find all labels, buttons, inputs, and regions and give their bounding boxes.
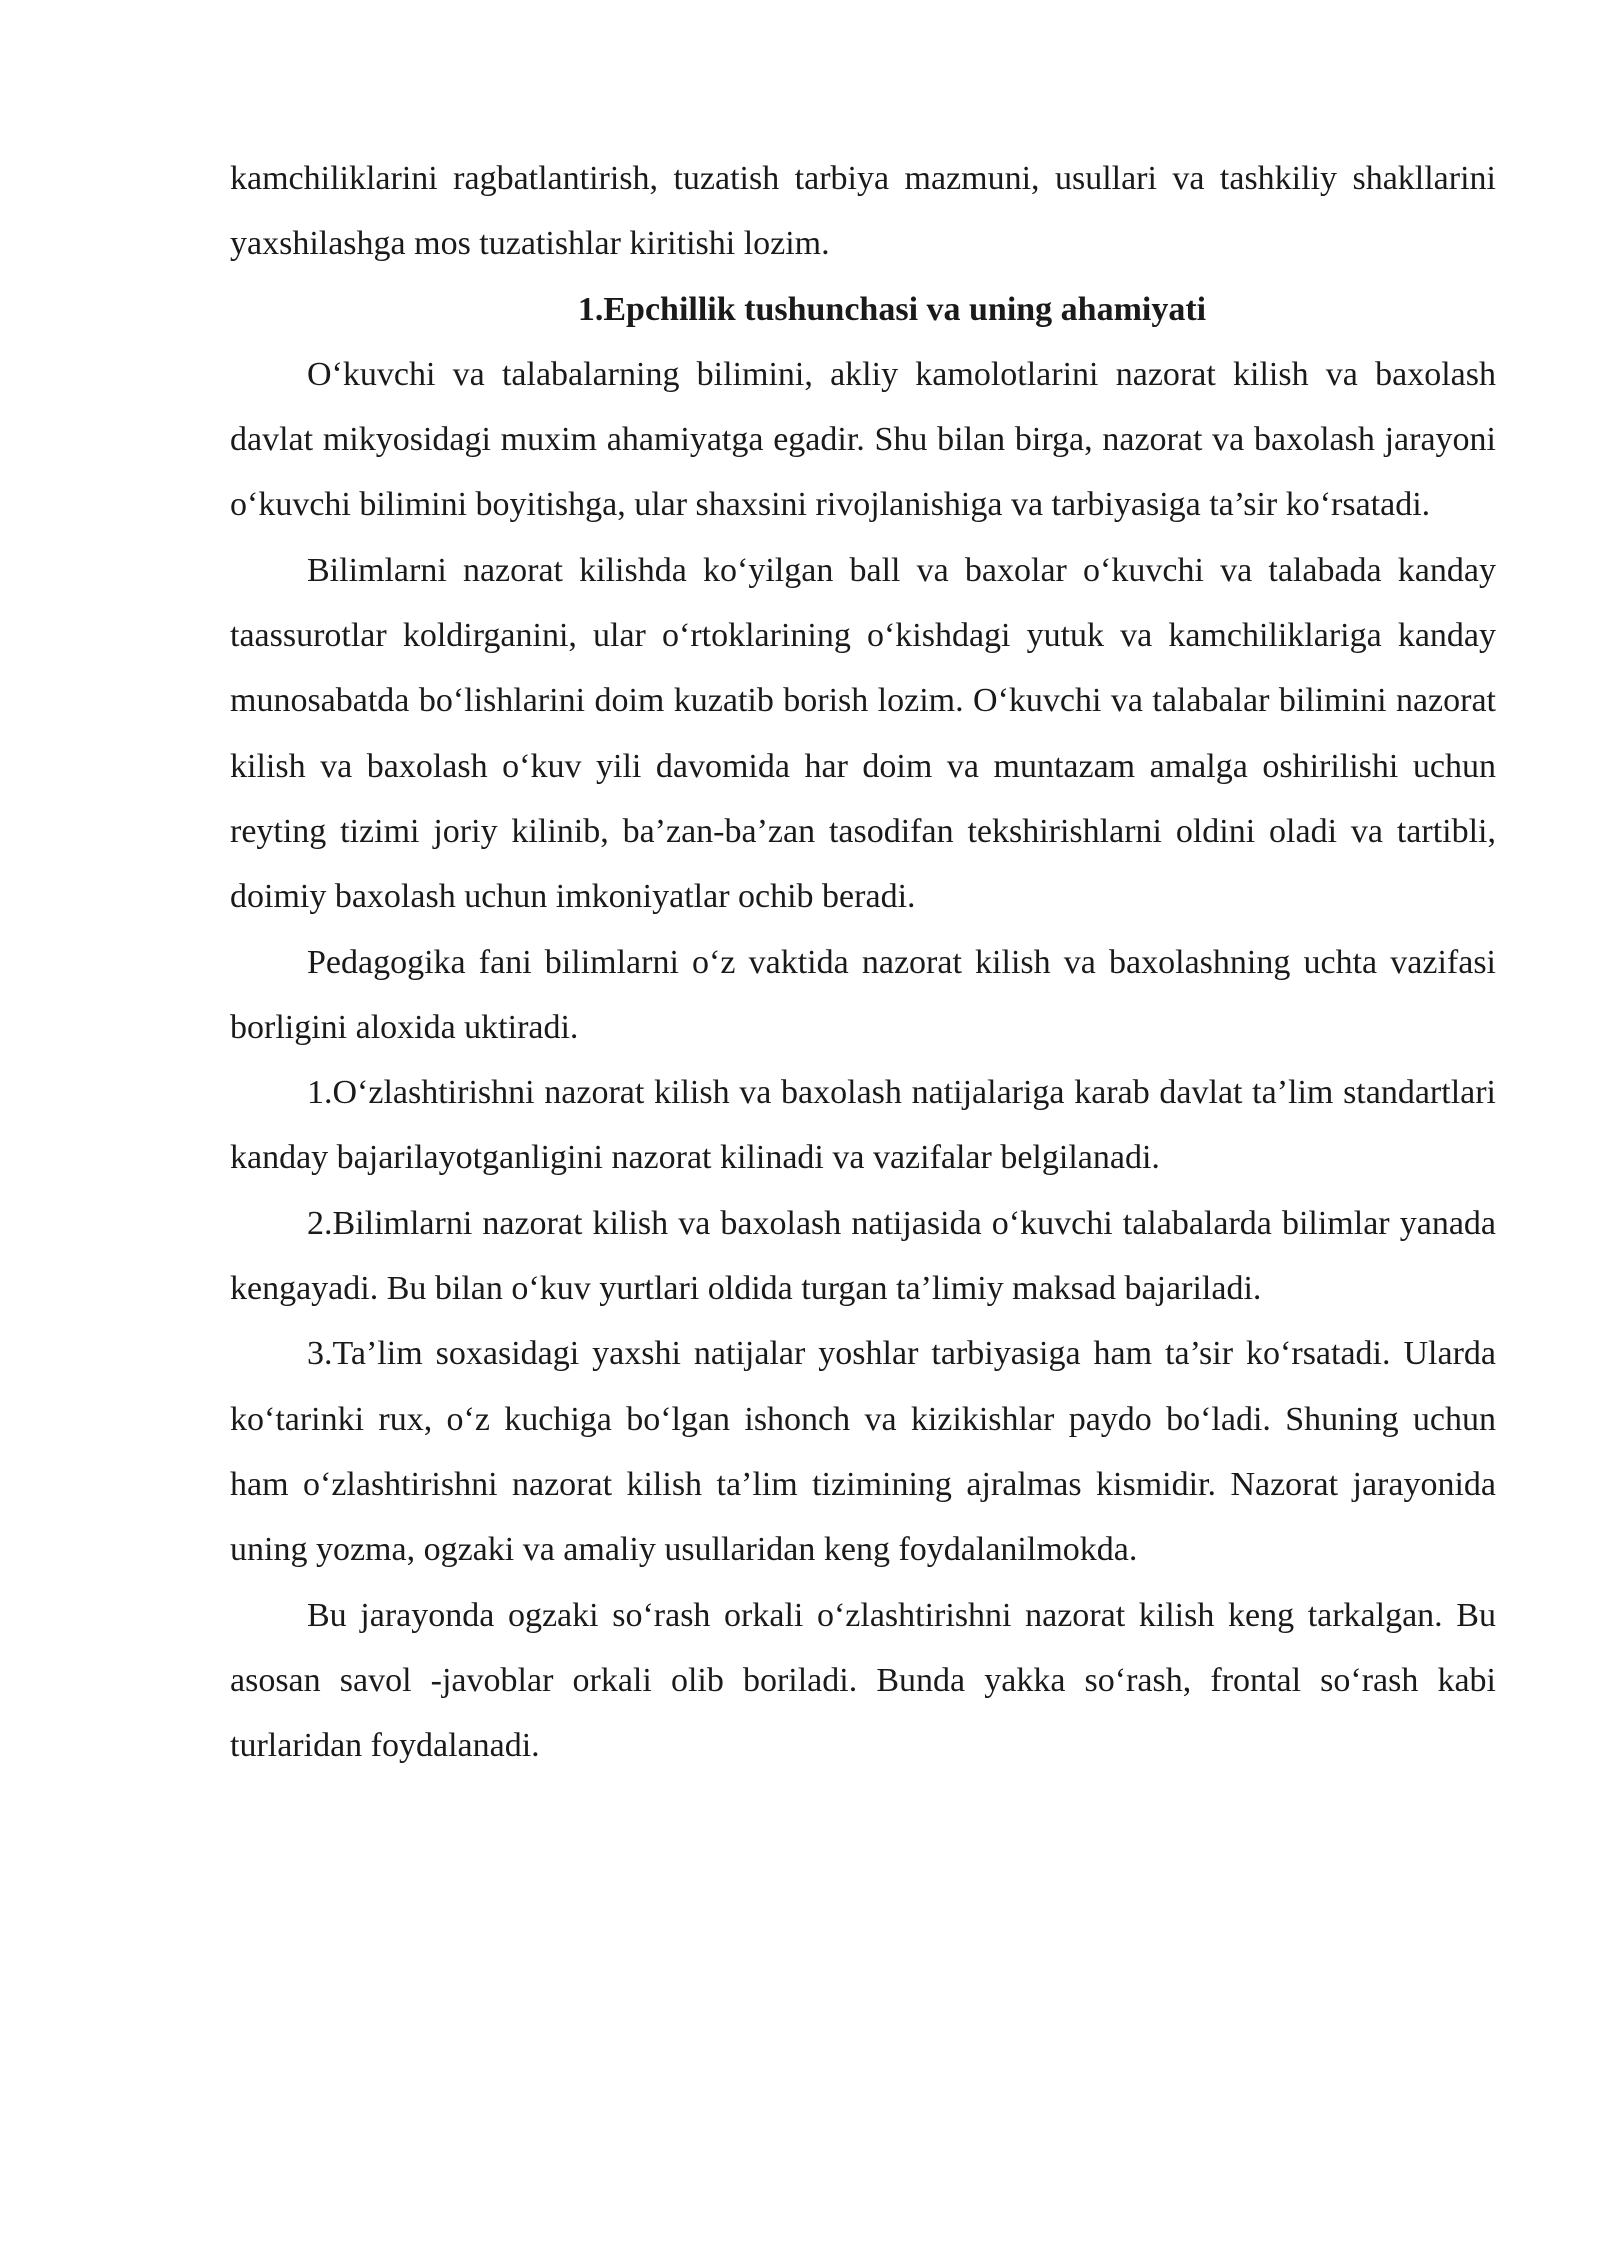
paragraph-assessment-importance: O‘kuvchi va talabalarning bilimini, akliy kamolotlarini nazorat kilish va baxolash davlat mikyosidagi muxim ahamiyatga egadir. Shu bilan birga, nazorat va baxolash jarayoni o‘kuvchi bilimini boyitishga, ular shaxsini rivojlanishiga va tarbiyasiga ta’sir ko‘rsatadi. xyxy=(230,355,1496,524)
section-heading: 1.Epchillik tushunchasi va uning ahamiyati xyxy=(577,290,1207,328)
list-item-1: 1.O‘zlashtirishni nazorat kilish va baxolash natijalariga karab davlat ta’lim standartlari kanday bajarilayotganligini nazorat kilinadi va vazifalar belgilanadi. xyxy=(230,1074,1496,1177)
paragraph-three-tasks: Pedagogika fani bilimlarni o‘z vaktida nazorat kilish va baxolashning uchta vazifasi borligini aloxida uktiradi. xyxy=(230,943,1496,1046)
intro-paragraph: kamchiliklarini ragbatlantirish, tuzatish tarbiya mazmuni, usullari va tashkiliy shakllarini yaxshilashga mos tuzatishlar kiritishi lozim. xyxy=(230,160,1496,263)
paragraph-grades-impressions: Bilimlarni nazorat kilishda ko‘yilgan ball va baxolar o‘kuvchi va talabada kanday taassurotlar koldirganini, ular o‘rtoklarining o‘kishdagi yutuk va kamchiliklariga kanday munosabatda bo‘lishlarini doim kuzatib borish lozim. O‘kuvchi va talabalar bilimini nazorat kilish va baxolash o‘kuv yili davomida har doim va muntazam amalga oshirilishi uchun reyting tizimi joriy kilinib, ba’zan-ba’zan tasodifan tekshirishlarni oldini oladi va tartibli, doimiy baxolash uchun imkoniyatlar ochib beradi. xyxy=(230,551,1496,916)
list-item-2: 2.Bilimlarni nazorat kilish va baxolash natijasida o‘kuvchi talabalarda bilimlar yanada kengayadi. Bu bilan o‘kuv yurtlari oldida turgan ta’limiy maksad bajariladi. xyxy=(230,1204,1496,1308)
list-item-3: 3.Ta’lim soxasidagi yaxshi natijalar yoshlar tarbiyasiga ham ta’sir ko‘rsatadi. Ularda ko‘tarinki rux, o‘z kuchiga bo‘lgan ishonch va kizikishlar paydo bo‘ladi. Shuning uchun ham o‘zlashtirishni nazorat kilish ta’lim tizimining ajralmas kismidir. Nazorat jarayonida uning yozma, ogzaki va amaliy usullaridan keng foydalanilmokda. xyxy=(230,1335,1496,1569)
paragraph-oral-questioning: Bu jarayonda ogzaki so‘rash orkali o‘zlashtirishni nazorat kilish keng tarkalgan. Bu asosan savol -javoblar orkali olib boriladi. Bunda yakka so‘rash, frontal so‘rash kabi turlaridan foydalanadi. xyxy=(230,1596,1496,1765)
document-page xyxy=(230,146,1496,1778)
